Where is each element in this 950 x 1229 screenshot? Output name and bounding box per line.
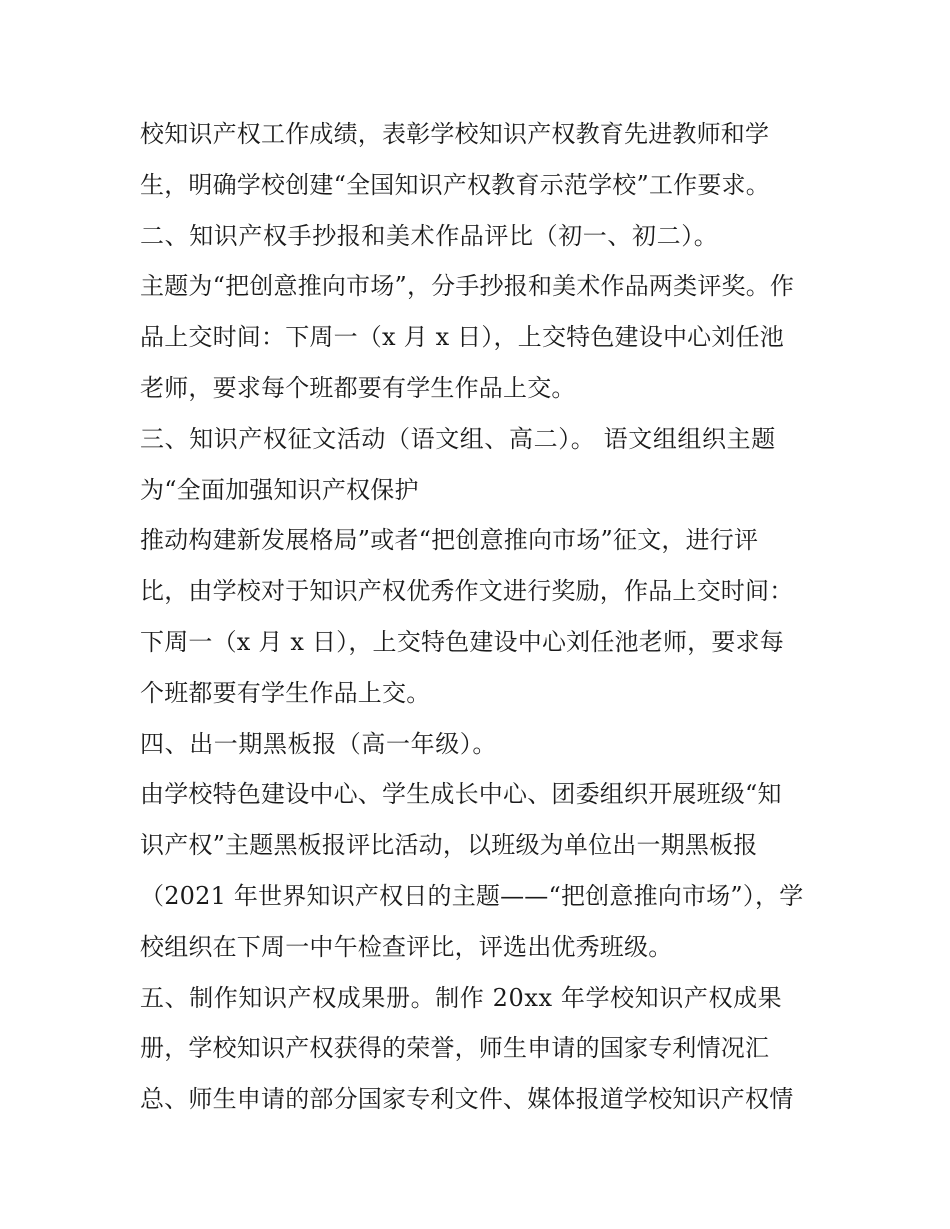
section-heading: 五、制作知识产权成果册。制作 20xx 年学校知识产权成果 xyxy=(140,983,783,1012)
paragraph-line: 主题为“把创意推向市场”，分手抄报和美术作品两类评奖。作 xyxy=(140,272,795,301)
paragraph-line: （2021 年世界知识产权日的主题——“把创意推向市场”），学 xyxy=(140,881,804,910)
paragraph-line: 生，明确学校创建“全国知识产权教育示范学校”工作要求。 xyxy=(140,170,770,199)
paragraph-line: 校知识产权工作成绩，表彰学校知识产权教育先进教师和学 xyxy=(140,120,770,148)
paragraph-line: 推动构建新发展格局”或者“把创意推向市场”征文，进行评 xyxy=(140,526,759,555)
paragraph-line: 老师，要求每个班都要有学生作品上交。 xyxy=(140,373,576,402)
paragraph-line: 品上交时间：下周一（x 月 x 日），上交特色建设中心刘任池 xyxy=(140,323,784,352)
paragraph-line: 比，由学校对于知识产权优秀作文进行奖励，作品上交时间： xyxy=(140,577,794,606)
paragraph-line: 识产权”主题黑板报评比活动，以班级为单位出一期黑板报 xyxy=(140,831,758,860)
section-heading: 三、知识产权征文活动（语文组、高二）。 语文组组织主题 xyxy=(140,424,776,453)
paragraph-line: 为“全面加强知识产权保护 xyxy=(140,475,419,504)
paragraph-line: 总、师生申请的部分国家专利文件、媒体报道学校知识产权情 xyxy=(140,1085,794,1114)
document-body xyxy=(140,109,830,1125)
paragraph-line: 册，学校知识产权获得的荣誉，师生申请的国家专利情况汇 xyxy=(140,1034,770,1063)
section-heading: 二、知识产权手抄报和美术作品评比（初一、初二）。 xyxy=(140,221,719,250)
paragraph-line: 下周一（x 月 x 日），上交特色建设中心刘任池老师，要求每 xyxy=(140,627,784,656)
section-heading: 四、出一期黑板报（高一年级）。 xyxy=(140,729,497,758)
paragraph-line: 由学校特色建设中心、学生成长中心、团委组织开展班级“知 xyxy=(140,780,782,809)
paragraph-line: 校组织在下周一中午检查评比，评选出优秀班级。 xyxy=(140,932,673,961)
paragraph-line: 个班都要有学生作品上交。 xyxy=(140,678,431,707)
